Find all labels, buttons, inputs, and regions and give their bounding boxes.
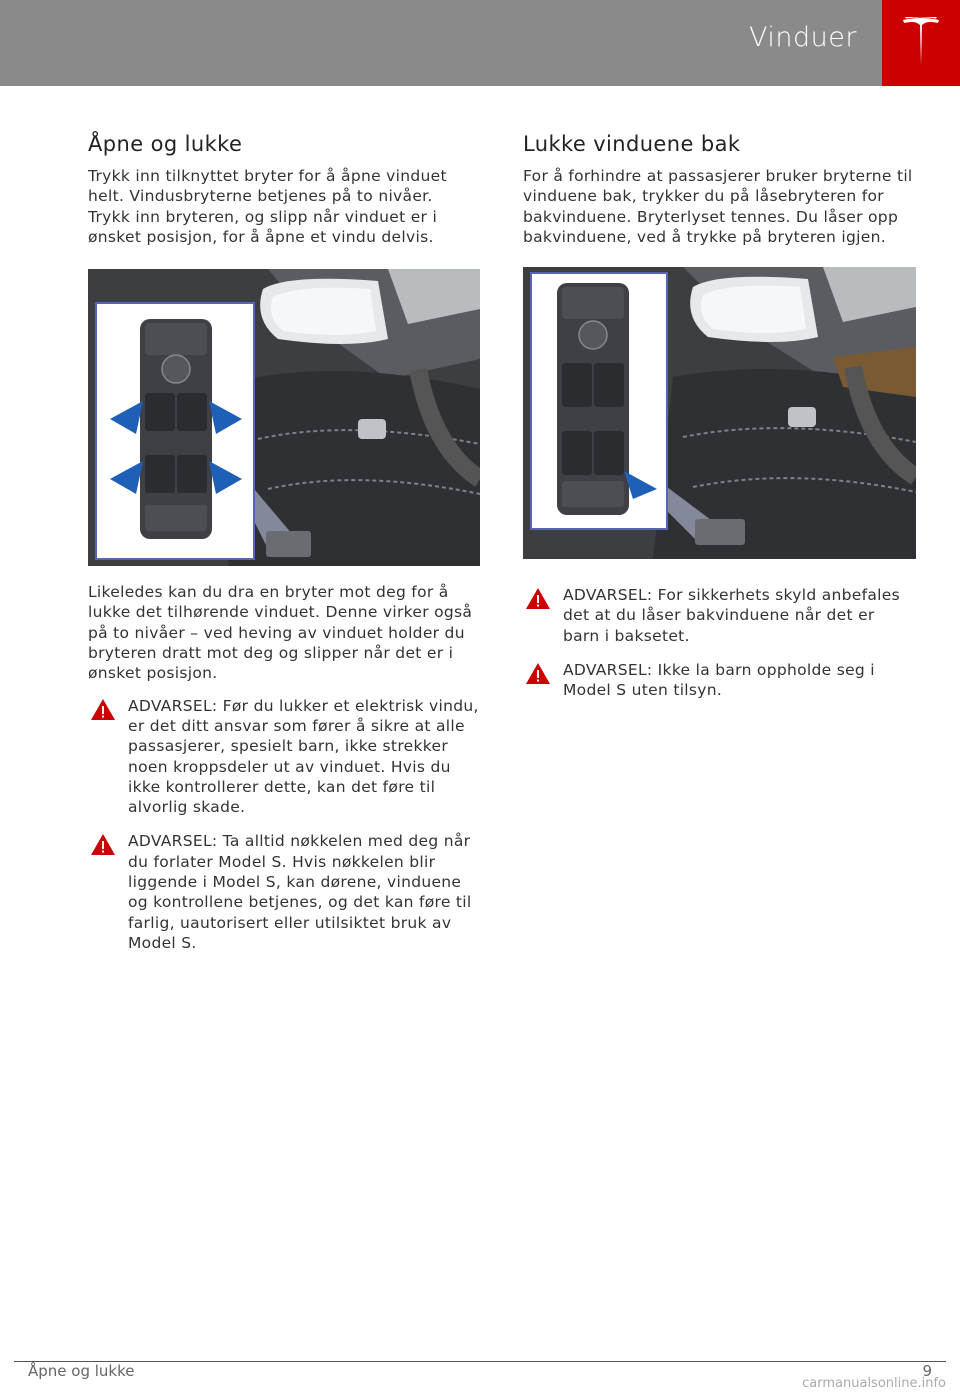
- watermark: carmanualsonline.info: [802, 1376, 946, 1391]
- footer-section: Åpne og lukke: [28, 1362, 135, 1380]
- pull-switch-paragraph: Likeledes kan du dra en bryter mot deg for å lukke det tilhørende vinduet. Denne virker også på to nivåer – ved heving av vinduet holder du bryteren dratt mot deg og slipper når det er i ønsket posisjon.: [88, 583, 473, 683]
- page-header: [0, 0, 960, 86]
- page-number: 9: [922, 1362, 932, 1380]
- warning-triangle-icon: [90, 698, 116, 721]
- warning-box: [88, 696, 480, 818]
- warning-triangle-icon: [525, 587, 551, 610]
- chapter-title: Vinduer: [749, 22, 857, 53]
- warning-triangle-icon: [90, 833, 116, 856]
- warning-box: [88, 831, 480, 953]
- warning-text: ADVARSEL: Før du lukker et elektrisk vindu, er det ditt ansvar som fører å sikre at alle passasjerer, spesielt barn, ikke strekker noen kroppsdeler ut av vinduet. Hvis du ikke kontrollerer dette, kan det føre til alvorlig skade.: [128, 696, 479, 817]
- warning-text: ADVARSEL: For sikkerhets skyld anbefales det at du låser bakvinduene når det er barn i baksetet.: [563, 586, 900, 645]
- left-column: [88, 132, 480, 953]
- tesla-logo: [882, 0, 960, 86]
- warning-triangle-icon: [525, 662, 551, 685]
- warning-text: ADVARSEL: Ta alltid nøkkelen med deg når du forlater Model S. Hvis nøkkelen blir liggende i Model S, kan dørene, vinduene og kontrollene betjenes, og det kan føre til farlig, uautorisert eller utilsiktet bruk av Model S.: [128, 832, 472, 952]
- lock-intro-paragraph: For å forhindre at passasjerer bruker bryterne til vinduene bak, trykker du på låsebryteren for bakvinduene. Bryterlyset tennes. Du låser opp bakvinduene, ved å trykke på bryteren igjen.: [523, 167, 913, 246]
- section-heading-open-close: Åpne og lukke: [88, 132, 243, 156]
- window-switch-photo: [88, 269, 480, 566]
- footer-divider: [14, 1361, 946, 1362]
- section-heading-lock-rear: Lukke vinduene bak: [523, 132, 741, 156]
- right-column: [523, 132, 916, 701]
- tesla-logo-icon: [901, 17, 941, 67]
- window-lock-photo: [523, 267, 916, 559]
- warning-box: [523, 585, 916, 646]
- warning-box: [523, 660, 916, 701]
- warning-text: ADVARSEL: Ikke la barn oppholde seg i Model S uten tilsyn.: [563, 661, 875, 700]
- intro-paragraph: Trykk inn tilknyttet bryter for å åpne vinduet helt. Vindusbryterne betjenes på to nivåer. Trykk inn bryteren, og slipp når vinduet er i ønsket posisjon, for å åpne et vindu delvis.: [88, 167, 447, 246]
